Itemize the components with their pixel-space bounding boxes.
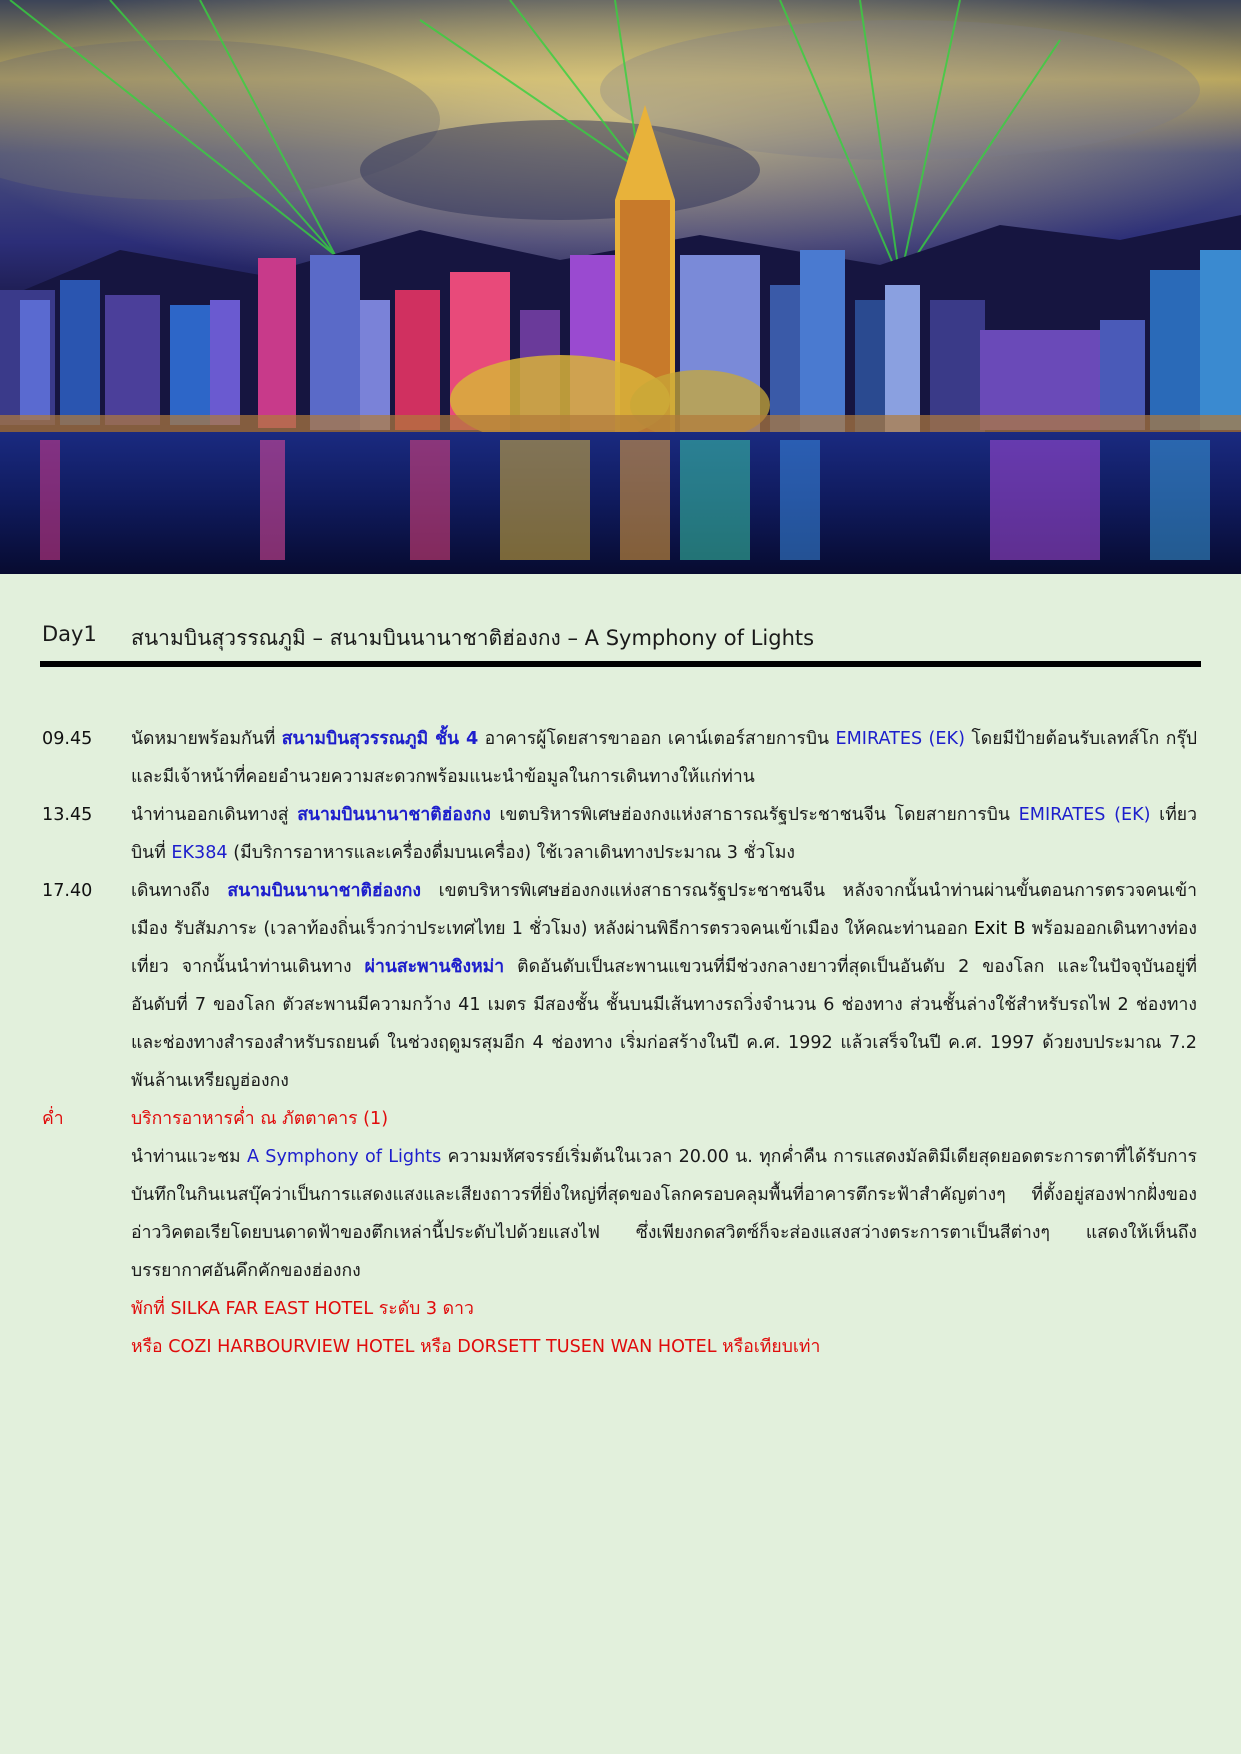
highlight-place: สนามบินนานาชาติฮ่องกง [227,881,422,901]
time-label: ค่ำ [42,1109,64,1129]
itinerary-text [131,796,1197,872]
hotel-row [42,1290,1197,1328]
itinerary-text [131,720,1197,796]
header-divider [40,661,1201,667]
text-segment: พร้อมออกเดินทางท่องเที่ยว จากนั้นนำท่านเดินทาง [131,919,1197,977]
text-segment: เขตบริหารพิเศษฮ่องกงแห่งสาธารณรัฐประชาชนจีน โดยสายการบิน [490,805,1019,825]
day-title: สนามบินสุวรรณภูมิ – สนามบินนานาชาติฮ่องกง – A Symphony of Lights [131,626,815,650]
time-spacer [42,1290,131,1328]
highlight-place: สนามบินนานาชาติฮ่องกง [297,805,491,825]
time-label: 17.40 [42,881,93,901]
hotel-line-2: หรือ COZI HARBOURVIEW HOTEL หรือ DORSETT TUSEN WAN HOTEL หรือเทียบเท่า [131,1337,821,1357]
day-label: Day1 [42,622,97,646]
highlight-flight: EK384 [171,843,228,863]
highlight-place: สนามบินสุวรรณภูมิ ชั้น 4 [281,729,479,749]
hero-skyline-photo [0,0,1241,574]
text-segment: เดินทางถึง [131,881,228,901]
itinerary-row [42,872,1197,1100]
time-spacer [42,1138,131,1290]
time-label: 09.45 [42,729,93,749]
highlight-airline: EMIRATES (EK) [835,729,965,749]
highlight-airline: EMIRATES (EK) [1018,805,1151,825]
text-segment: อาคารผู้โดยสารขาออก เคาน์เตอร์สายการบิน [478,729,836,749]
time-label: 13.45 [42,805,93,825]
text-segment: นำท่านแวะชม [131,1147,247,1167]
text-segment: นำท่านออกเดินทางสู่ [131,805,298,825]
itinerary [42,720,1197,1366]
text-segment: (มีบริการอาหารและเครื่องดื่มบนเครื่อง) ใช้เวลาเดินทางประมาณ 3 ชั่วโมง [227,843,796,863]
hotel-row [42,1328,1197,1366]
text-segment: โดยมีป้ายต้อนรับเลทส์โก กรุ๊ป และมีเจ้าหน้าที่คอยอำนวยความสะดวกพร้อมแนะนำข้อมูลในการเดินทางให้แก่ท่าน [131,729,1197,787]
time-spacer [42,1328,131,1366]
show-row [42,1138,1197,1290]
highlight-show: A Symphony of Lights [246,1147,442,1167]
itinerary-row [42,796,1197,872]
highlight-exit: Exit B [974,919,1026,939]
hotel-line-1: พักที่ SILKA FAR EAST HOTEL ระดับ 3 ดาว [131,1299,474,1319]
text-segment: เขตบริหารพิเศษฮ่องกงแห่งสาธารณรัฐประชาชนจีน หลังจากนั้นนำท่านผ่านขั้นตอนการตรวจคนเข้าเมือง รับสัมภาระ (เวลาท้องถิ่นเร็วกว่าประเทศไทย 1 ชั่วโมง) หลังผ่านพิธีการตรวจคนเข้าเมือง ให้คณะท่านออก [131,881,1197,939]
dinner-title: บริการอาหารค่ำ ณ ภัตตาคาร (1) [131,1109,389,1129]
highlight-bridge: ผ่านสะพานชิงหม่า [364,957,505,977]
text-segment: ความมหัศจรรย์เริ่มต้นในเวลา 20.00 น. ทุกค่ำคืน การแสดงมัลติมีเดียสุดยอดตระการตาที่ได้รับการบันทึกในกินเนสบุ๊คว่าเป็นการแสดงแสงและเสียงถาวรที่ยิ่งใหญ่ที่สุดของโลกครอบคลุมพื้นที่อาคารตึกระฟ้าสำคัญต่างๆ ที่ตั้งอยู่สองฟากฝั่งของอ่าววิคตอเรียโดยบนดาดฟ้าของตึกเหล่านี้ประดับไปด้วยแสงไฟ ซึ่งเพียงกดสวิตซ์ก็จะส่องแสงสว่างตระการตาเป็นสีต่างๆ แสดงให้เห็นถึงบรรยากาศอันคึกคักของฮ่องกง [131,1147,1197,1281]
itinerary-text [131,1138,1197,1290]
itinerary-row [42,720,1197,796]
text-segment: เที่ยวบินที่ [131,805,1197,863]
text-segment: นัดหมายพร้อมกันที่ [131,729,282,749]
text-segment: ติดอันดับเป็นสะพานแขวนที่มีช่วงกลางยาวที่สุดเป็นอันดับ 2 ของโลก และในปัจจุบันอยู่ที่อันดับที่ 7 ของโลก ตัวสะพานมีความกว้าง 41 เมตร มีสองชั้น ชั้นบนมีเส้นทางรถวิ่งจำนวน 6 ช่องทาง ส่วนชั้นล่างใช้สำหรับรถไฟ 2 ช่องทาง และช่องทางสำรองสำหรับรถยนต์ ในช่วงฤดูมรสุมอีก 4 ช่องทาง เริ่มก่อสร้างในปี ค.ศ. 1992 แล้วเสร็จในปี ค.ศ. 1997 ด้วยงบประมาณ 7.2 พันล้านเหรียญฮ่องกง [131,957,1197,1091]
dinner-row [42,1100,1197,1138]
itinerary-text [131,872,1197,1100]
